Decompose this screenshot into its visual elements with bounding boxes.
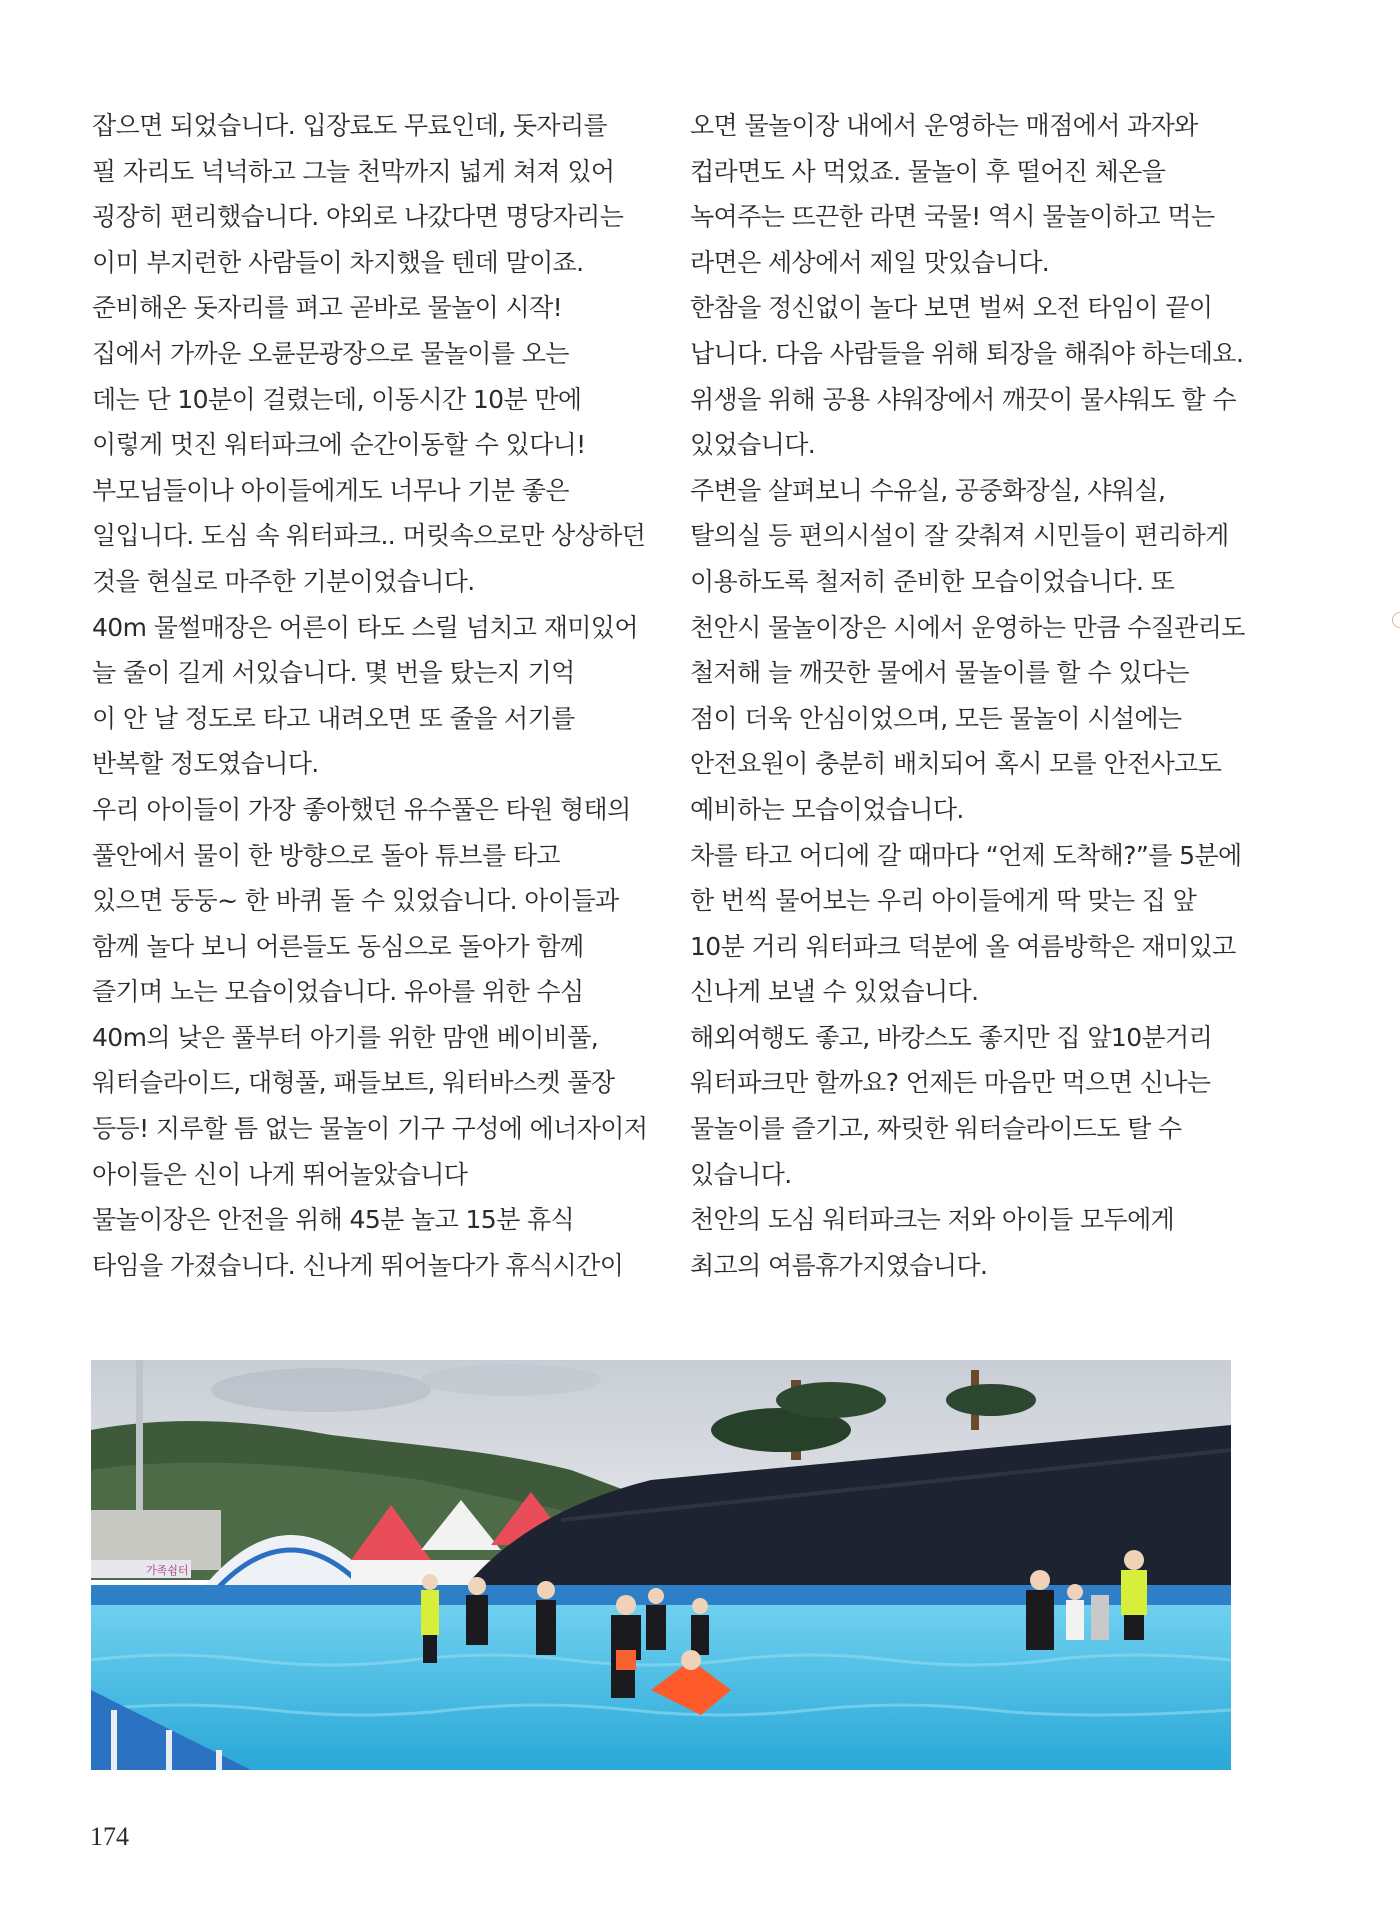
water-park-illustration xyxy=(91,1360,1231,1770)
text-line: 즐기며 노는 모습이었습니다. 유아를 위한 수심 xyxy=(92,977,584,1007)
text-line: 있었습니다. xyxy=(690,430,816,460)
text-line: 필 자리도 넉넉하고 그늘 천막까지 넓게 쳐져 있어 xyxy=(92,156,615,186)
text-line: 물놀이장은 안전을 위해 45분 놀고 15분 휴식 xyxy=(92,1205,575,1235)
text-line: 반복할 정도였습니다. xyxy=(92,749,319,779)
text-line: 아이들은 신이 나게 뛰어놀았습니다 xyxy=(92,1159,468,1189)
text-line: 늘 줄이 길게 서있습니다. 몇 번을 탔는지 기억 xyxy=(92,658,575,688)
text-line: 데는 단 10분이 걸렸는데, 이동시간 10분 만에 xyxy=(92,384,582,414)
text-line: 천안시 물놀이장은 시에서 운영하는 만큼 수질관리도 xyxy=(690,612,1245,642)
cloud xyxy=(211,1368,431,1412)
text-line: 녹여주는 뜨끈한 라면 국물! 역시 물놀이하고 먹는 xyxy=(690,202,1215,232)
text-line: 함께 놀다 보니 어른들도 동심으로 돌아가 함께 xyxy=(92,931,584,961)
text-line: 10분 거리 워터파크 덕분에 올 여름방학은 재미있고 xyxy=(690,931,1236,961)
text-line: 탈의실 등 편의시설이 잘 갖춰져 시민들이 편리하게 xyxy=(690,521,1229,551)
water-park-photo xyxy=(91,1360,1231,1770)
left-text-column xyxy=(92,103,652,1288)
pool-rail xyxy=(111,1710,117,1770)
text-line: 물놀이를 즐기고, 짜릿한 워터슬라이드도 탈 수 xyxy=(690,1114,1182,1144)
text-line: 이미 부지런한 사람들이 차지했을 텐데 말이죠. xyxy=(92,247,584,277)
text-line: 천안의 도심 워터파크는 저와 아이들 모두에게 xyxy=(690,1205,1175,1235)
text-line: 주변을 살펴보니 수유실, 공중화장실, 샤워실, xyxy=(690,475,1166,505)
text-line: 점이 더욱 안심이었으며, 모든 물놀이 시설에는 xyxy=(690,703,1182,733)
text-line: 라면은 세상에서 제일 맛있습니다. xyxy=(690,247,1050,277)
text-line: 워터슬라이드, 대형풀, 패들보트, 워터바스켓 풀장 xyxy=(92,1068,615,1098)
pool-rail xyxy=(216,1750,222,1770)
text-line: 예비하는 모습이었습니다. xyxy=(690,794,964,824)
text-line: 있으면 둥둥~ 한 바퀴 돌 수 있었습니다. 아이들과 xyxy=(92,886,619,916)
text-line: 이 안 날 정도로 타고 내려오면 또 줄을 서기를 xyxy=(92,703,575,733)
pool-rail xyxy=(166,1730,172,1770)
text-line: 한참을 정신없이 놀다 보면 벌써 오전 타임이 끝이 xyxy=(690,293,1213,323)
text-line: 위생을 위해 공용 샤워장에서 깨끗이 물샤워도 할 수 xyxy=(690,384,1236,414)
text-line: 잡으면 되었습니다. 입장료도 무료인데, 돗자리를 xyxy=(92,111,608,140)
text-line: 안전요원이 충분히 배치되어 혹시 모를 안전사고도 xyxy=(690,749,1222,779)
page-number: 174 xyxy=(90,1822,129,1851)
text-line: 한 번씩 물어보는 우리 아이들에게 딱 맞는 집 앞 xyxy=(690,886,1197,916)
text-line: 철저해 늘 깨끗한 물에서 물놀이를 할 수 있다는 xyxy=(690,658,1189,688)
text-line: 40m의 낮은 풀부터 아기를 위한 맘앤 베이비풀, xyxy=(92,1022,599,1052)
cloud xyxy=(421,1364,601,1396)
tree-foliage xyxy=(946,1384,1036,1416)
banner-text: 가족쉼터 xyxy=(146,1564,189,1577)
text-line: 40m 물썰매장은 어른이 타도 스릴 넘치고 재미있어 xyxy=(92,612,638,642)
page-edge-mark xyxy=(1392,612,1400,628)
text-line: 집에서 가까운 오륜문광장으로 물놀이를 오는 xyxy=(92,338,569,368)
text-line: 등등! 지루할 틈 없는 물놀이 기구 구성에 에너자이저 xyxy=(92,1114,648,1144)
text-line: 있습니다. xyxy=(690,1159,792,1189)
text-line: 해외여행도 좋고, 바캉스도 좋지만 집 앞10분거리 xyxy=(690,1022,1213,1052)
tree-foliage xyxy=(776,1382,886,1418)
text-line: 이용하도록 철저히 준비한 모습이었습니다. 또 xyxy=(690,566,1175,596)
text-line: 준비해온 돗자리를 펴고 곧바로 물놀이 시작! xyxy=(92,293,563,323)
text-line: 일입니다. 도심 속 워터파크.. 머릿속으로만 상상하던 xyxy=(92,521,646,551)
text-line: 굉장히 편리했습니다. 야외로 나갔다면 명당자리는 xyxy=(92,202,624,232)
text-line: 우리 아이들이 가장 좋아했던 유수풀은 타원 형태의 xyxy=(92,794,631,824)
text-line: 워터파크만 할까요? 언제든 마음만 먹으면 신나는 xyxy=(690,1068,1211,1098)
text-line: 최고의 여름휴가지였습니다. xyxy=(690,1250,988,1280)
text-line: 차를 타고 어디에 갈 때마다 “언제 도착해?”를 5분에 xyxy=(690,840,1242,870)
text-line: 풀안에서 물이 한 방향으로 돌아 튜브를 타고 xyxy=(92,840,560,870)
text-line: 납니다. 다음 사람들을 위해 퇴장을 해줘야 하는데요. xyxy=(690,338,1244,368)
text-line: 타임을 가졌습니다. 신나게 뛰어놀다가 휴식시간이 xyxy=(92,1250,624,1280)
text-line: 부모님들이나 아이들에게도 너무나 기분 좋은 xyxy=(92,475,569,505)
right-text-column xyxy=(690,103,1250,1288)
text-line: 신나게 보낼 수 있었습니다. xyxy=(690,977,979,1007)
text-line: 오면 물놀이장 내에서 운영하는 매점에서 과자와 xyxy=(690,111,1198,140)
text-line: 이렇게 멋진 워터파크에 순간이동할 수 있다니! xyxy=(92,430,586,460)
text-line: 컵라면도 사 먹었죠. 물놀이 후 떨어진 체온을 xyxy=(690,156,1166,186)
text-line: 것을 현실로 마주한 기분이었습니다. xyxy=(92,566,475,596)
